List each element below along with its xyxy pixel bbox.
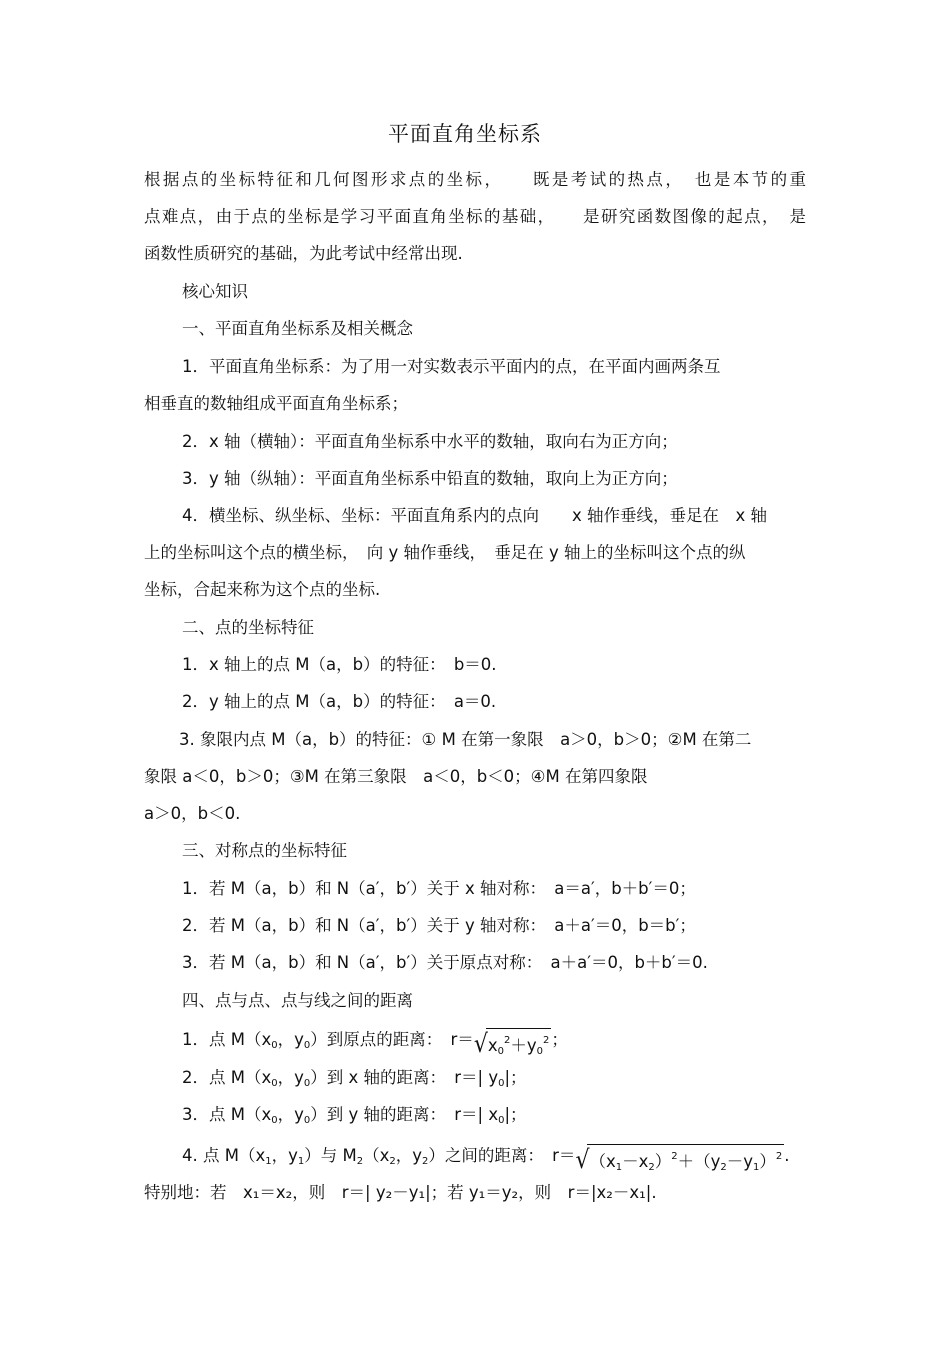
- section3-item2: 2．若 M（a，b）和 N（a′，b′）关于 y 轴对称： a＋a′＝0，b＝b′；: [182, 916, 696, 935]
- section4-special-case: 特别地：若 x₁＝x₂，则 r＝| y₂－y₁|；若 y₁＝y₂，则 r＝|x₂－x₁|.: [144, 1183, 657, 1202]
- section4-item2: 2．点 $M(x_0$，$y_0$）到 x 轴的距离： r＝| $y_0|$；: [182, 1068, 527, 1089]
- section4-item3: 3．点 $M(x_0$，$y_0$）到 y 轴的距离： r＝| $x_0|$；: [182, 1105, 527, 1126]
- section1-item4-line3: 坐标，合起来称为这个点的坐标.: [144, 580, 381, 599]
- sqrt-expression: $√x_0^2+y_0^2$: [474, 1028, 552, 1062]
- section2-item1: 1．x 轴上的点 M（a，b）的特征： b＝0.: [182, 655, 497, 674]
- section3-heading: 三、对称点的坐标特征: [182, 841, 347, 860]
- section2-item3-line2: 象限 a＜0，b＞0；③M 在第三象限 a＜0，b＜0；④M 在第四象限: [144, 767, 648, 786]
- section1-item4-line2: 上的坐标叫这个点的横坐标， 向 y 轴作垂线， 垂足在 y 轴上的坐标叫这个点的纵: [144, 543, 746, 562]
- core-heading: 核心知识: [182, 282, 248, 301]
- section1-heading: 一、平面直角坐标系及相关概念: [182, 319, 413, 338]
- section1-item4-line1: 4．横坐标、纵坐标、坐标：平面直角系内的点向 x 轴作垂线，垂足在 x 轴: [182, 506, 768, 525]
- sqrt-expression-distance: $√(x_1-x_2)^2+(y_2-y_1)^2$: [575, 1144, 784, 1178]
- intro-line-2: 点难点，由于点的坐标是学习平面直角坐标的基础， 是研究函数图像的起点， 是: [144, 207, 806, 226]
- section4-item1: 1．点 $M(x_0$，$y_0$）到原点的距离： $r=√x_0^2+y_0^2$ ；: [182, 1028, 568, 1062]
- intro-line-1: 根据点的坐标特征和几何图形求点的坐标， 既是考试的热点， 也是本节的重: [144, 170, 806, 189]
- section3-item1: 1．若 M（a，b）和 N（a′，b′）关于 x 轴对称： a＝a′，b＋b′＝0；: [182, 879, 696, 898]
- section2-heading: 二、点的坐标特征: [182, 618, 314, 637]
- section4-heading: 四、点与点、点与线之间的距离: [182, 991, 413, 1010]
- section1-item1-line1: 1．平面直角坐标系：为了用一对实数表示平面内的点，在平面内画两条互: [182, 357, 721, 376]
- page-title: 平面直角坐标系: [388, 122, 542, 146]
- section1-item1-line2: 相垂直的数轴组成平面直角坐标系；: [144, 394, 408, 413]
- section2-item2: 2．y 轴上的点 M（a，b）的特征： a＝0.: [182, 692, 497, 711]
- section4-item4: 4. 点 $M(x_1$，$y_1$）与 $M_2(x_2$，$y_2$）之间的距离： $r=√(x_1-x_2)^2+(y_2-y_1)^2$ .: [182, 1144, 790, 1178]
- section2-item3-line3: a＞0，b＜0.: [144, 804, 241, 823]
- section1-item3: 3．y 轴（纵轴）：平面直角坐标系中铅直的数轴，取向上为正方向；: [182, 469, 678, 488]
- section1-item2: 2．x 轴（横轴）：平面直角坐标系中水平的数轴，取向右为正方向；: [182, 432, 678, 451]
- section3-item3: 3．若 M（a，b）和 N（a′，b′）关于原点对称： a＋a′＝0，b＋b′＝0.: [182, 953, 708, 972]
- intro-line-3: 函数性质研究的基础，为此考试中经常出现.: [144, 244, 463, 263]
- section2-item3-line1: 3. 象限内点 M（a，b）的特征：① M 在第一象限 a＞0，b＞0；②M 在第二: [179, 730, 752, 749]
